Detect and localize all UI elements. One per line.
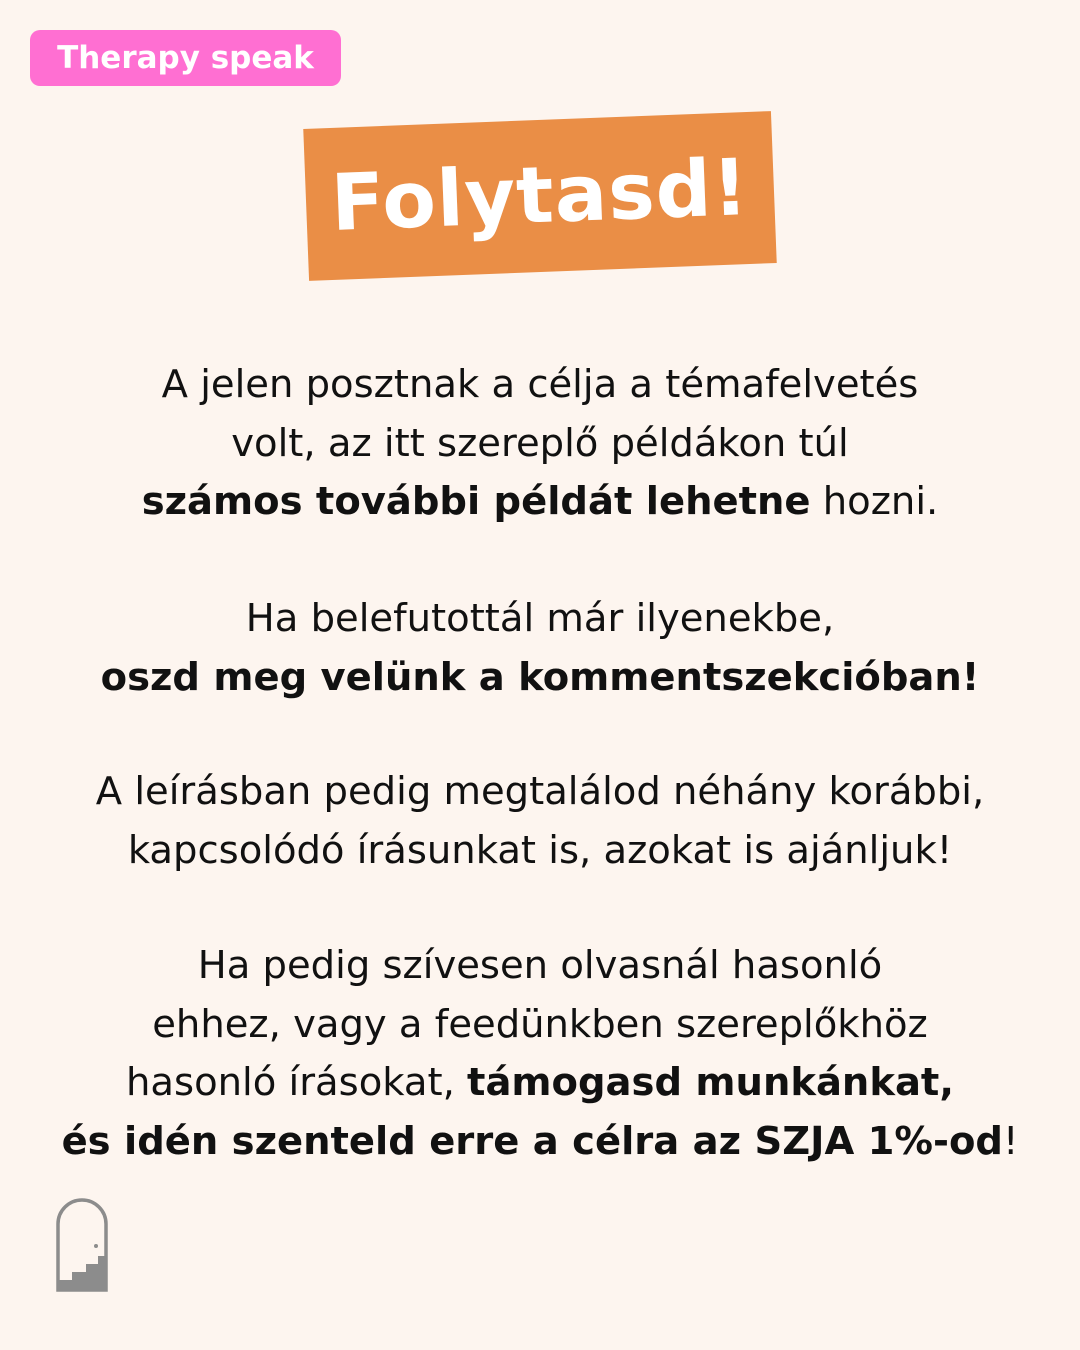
emphasis-text: oszd meg velünk a kommentszekcióban!: [100, 654, 980, 700]
paragraph-line: [0, 937, 1080, 996]
headline-banner: [303, 111, 776, 281]
emphasis-text: támogasd munkánkat,: [467, 1060, 954, 1105]
paragraph-topic: [0, 356, 1080, 532]
line-text: Ha belefutottál már ilyenekbe,: [245, 596, 835, 641]
paragraph-share: [0, 590, 1080, 707]
line-text: A leírásban pedig megtalálod néhány korábbi,: [95, 769, 985, 814]
line-text: volt, az itt szereplő példákon túl: [231, 420, 849, 466]
line-text: A jelen posztnak a célja a témafelvetés: [161, 362, 919, 407]
line-text: kapcsolódó írásunkat is, azokat is ajánljuk!: [127, 827, 953, 873]
line-text: ehhez, vagy a feedünkben szereplőkhöz: [152, 1001, 928, 1047]
arched-door-stairs-icon: [54, 1194, 110, 1294]
line-text: !: [1003, 1118, 1019, 1164]
paragraph-line: [0, 356, 1080, 415]
line-text: Ha pedig szívesen olvasnál hasonló: [197, 943, 883, 988]
paragraph-line: [0, 590, 1080, 649]
paragraph-support: [0, 937, 1080, 1171]
line-text: hozni.: [810, 479, 939, 524]
headline: Folytasd!: [329, 143, 751, 249]
line-text: hasonló írásokat,: [126, 1060, 468, 1105]
paragraph-line: [0, 1113, 1080, 1172]
paragraph-line: [0, 763, 1080, 822]
paragraph-description: [0, 763, 1080, 880]
paragraph-line: [0, 473, 1080, 532]
paragraph-line: [0, 1054, 1080, 1113]
paragraph-line: [0, 415, 1080, 474]
paragraph-line: [0, 822, 1080, 881]
therapy-speak-tag: Therapy speak: [30, 30, 341, 86]
emphasis-text: számos további példát lehetne: [141, 479, 811, 524]
paragraph-line: [0, 649, 1080, 708]
emphasis-text: és idén szenteld erre a célra az SZJA 1%-od: [61, 1118, 1003, 1164]
paragraph-line: [0, 996, 1080, 1055]
